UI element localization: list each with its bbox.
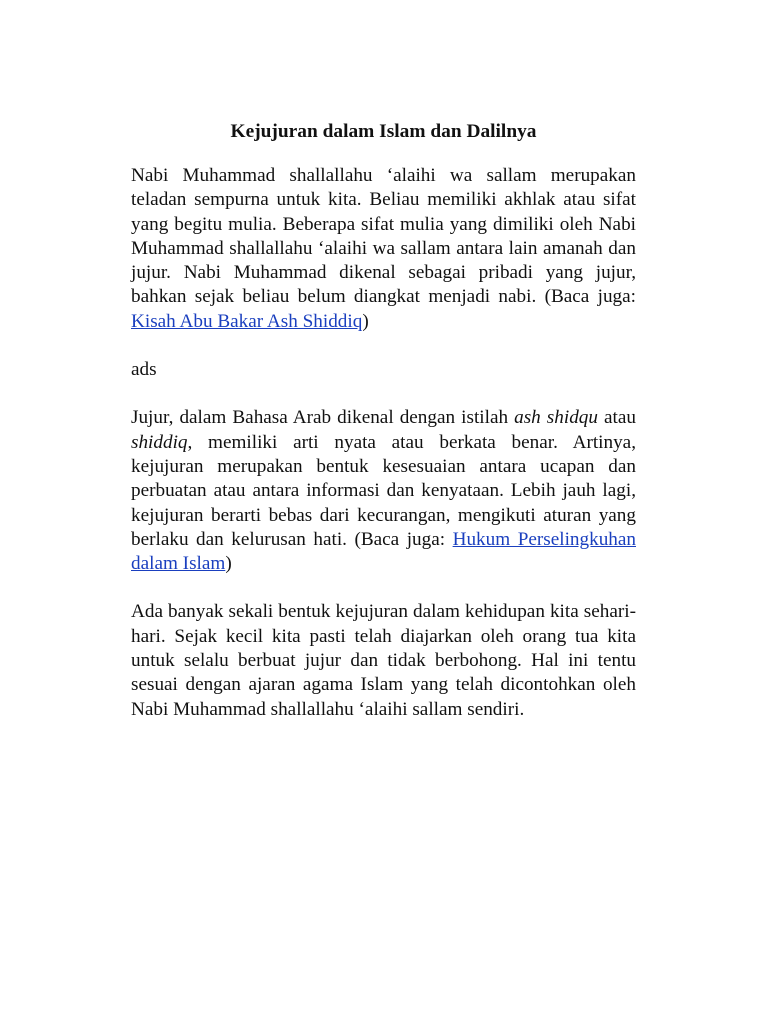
paragraph-3: Ada banyak sekali bentuk kejujuran dalam kehidupan kita sehari-hari. Sejak kecil kita pasti telah diajarkan oleh orang tua kita untuk selalu berbuat jujur dan tidak berbohong. Hal ini tentu sesuai dengan ajaran agama Islam yang telah dicontohkan oleh Nabi Muhammad shallallahu ‘alaihi sallam sendiri. (131, 601, 636, 720)
paragraph-2 (131, 406, 636, 576)
term-shiddiq: shiddiq (131, 431, 188, 453)
document-page (131, 118, 636, 746)
link-hukum-perselingkuhan[interactable]: Hukum Perselingkuhan dalam Islam (131, 528, 636, 575)
paragraph-1-close: ) (362, 310, 369, 332)
term-ash-shidqu: ash shidqu (514, 407, 598, 429)
paragraph-1-text: Nabi Muhammad shallallahu ‘alaihi wa sallam merupakan teladan sempurna untuk kita. Beliau memiliki akhlak atau sifat yang begitu mulia. Beberapa sifat mulia yang dimiliki oleh Nabi Muhammad shallallahu ‘alaihi wa sallam antara lain amanah dan jujur. Nabi Muhammad dikenal sebagai pribadi yang jujur, bahkan sejak beliau belum diangkat menjadi nabi. (Baca juga: (131, 165, 636, 308)
paragraph-2-close: ) (225, 553, 232, 575)
paragraph-1 (131, 164, 636, 334)
document-title: Kejujuran dalam Islam dan Dalilnya (230, 121, 537, 142)
ads-label: ads (131, 359, 157, 381)
link-kisah-abu-bakar[interactable]: Kisah Abu Bakar Ash Shiddiq (131, 310, 363, 332)
paragraph-2-part-1: Jujur, dalam Bahasa Arab dikenal dengan istilah (131, 407, 515, 429)
paragraph-2-part-3: , memiliki arti nyata atau berkata benar. Artinya, kejujuran merupakan bentuk kesesuaian antara ucapan dan perbuatan atau antara informasi dan kenyataan. Lebih jauh lagi, kejujuran berarti bebas dari kecurangan, mengikuti aturan yang berlaku dan kelurusan hati. (Baca juga: (131, 431, 636, 550)
paragraph-2-part-2: atau (597, 407, 636, 429)
